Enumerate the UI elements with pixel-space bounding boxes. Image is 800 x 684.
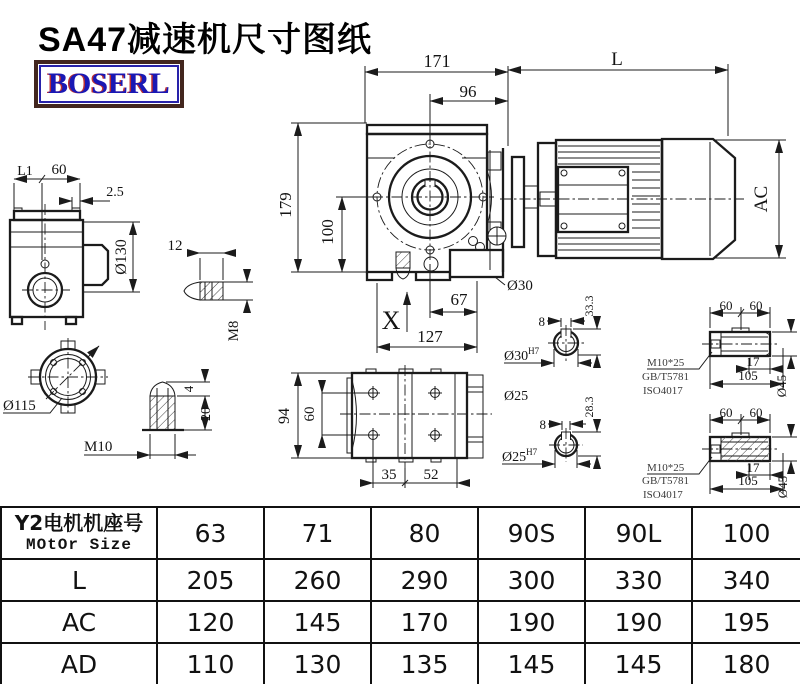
dim-96: 96 xyxy=(459,82,477,101)
dim-M8: M8 xyxy=(226,320,242,342)
row-label: L xyxy=(1,559,157,601)
dim-179: 179 xyxy=(276,192,295,218)
dim-17-s2: 17 xyxy=(746,460,760,475)
dim-60b-s1: 60 xyxy=(749,298,763,313)
column-header: 63 xyxy=(157,507,264,559)
table-row xyxy=(1,559,800,601)
table-cell: 145 xyxy=(585,643,692,684)
table-cell: 145 xyxy=(478,643,585,684)
dim-L1: L1 xyxy=(17,164,33,179)
table-row xyxy=(1,643,800,684)
dim-20: 20 xyxy=(199,407,214,421)
dim-60b-s2: 60 xyxy=(749,405,763,420)
column-header: 90S xyxy=(478,507,585,559)
dim-60-side: 60 xyxy=(51,162,67,178)
label-thread-s2: M10*25 xyxy=(647,462,685,474)
label-dia25: Ø25 xyxy=(504,389,529,404)
dim-8-bore25: 8 xyxy=(539,417,546,432)
table-cell: 290 xyxy=(371,559,478,601)
table-cell: 205 xyxy=(157,559,264,601)
dim-X: X xyxy=(381,306,401,335)
dim-67: 67 xyxy=(450,290,468,309)
dim-35: 35 xyxy=(381,467,397,483)
table-cell: 170 xyxy=(371,601,478,643)
header-motor-size xyxy=(1,507,157,559)
table-cell: 190 xyxy=(585,601,692,643)
dim-8-bore30: 8 xyxy=(538,314,545,329)
dim-4: 4 xyxy=(181,385,196,393)
dim-dia45-s2: Ø45 xyxy=(775,475,790,499)
label-bore25-fit: $Ø25^{H7}$ xyxy=(502,447,538,465)
label-std2-s2: ISO4017 xyxy=(643,489,683,501)
table-cell: 340 xyxy=(692,559,800,601)
dim-2-5: 2.5 xyxy=(106,185,124,200)
side-view xyxy=(10,162,140,330)
dim-171: 171 xyxy=(423,51,451,71)
label-bore30-fit: $Ø30^{H7}$ xyxy=(504,346,540,364)
dim-60a-s2: 60 xyxy=(719,405,733,420)
column-header: 100 xyxy=(692,507,800,559)
table-cell: 145 xyxy=(264,601,371,643)
dim-33-3: 33.3 xyxy=(582,295,596,317)
table-cell: 120 xyxy=(157,601,264,643)
dim-dia115: Ø115 xyxy=(3,398,36,414)
label-std2-s1: ISO4017 xyxy=(643,385,683,397)
header-motor-size-en: MOtOr Size xyxy=(25,536,132,554)
dim-dia45-s1: Ø45 xyxy=(774,374,789,398)
shaft-detail-1 xyxy=(642,298,797,397)
table-cell: 260 xyxy=(264,559,371,601)
column-header: 80 xyxy=(371,507,478,559)
dim-dia130: Ø130 xyxy=(113,239,130,275)
brand-logo xyxy=(34,60,184,108)
brand-logo-text: BOSERL xyxy=(39,65,179,103)
column-header: 90L xyxy=(585,507,692,559)
table-cell: 330 xyxy=(585,559,692,601)
label-thread-s1: M10*25 xyxy=(647,357,685,369)
label-std1-s1: GB/T5781 xyxy=(642,371,690,383)
header-motor-size-cn: Y2电机机座号 xyxy=(14,511,144,535)
flange-view xyxy=(3,338,108,416)
table-cell: 110 xyxy=(157,643,264,684)
table-cell: 195 xyxy=(692,601,800,643)
m10-plug-detail xyxy=(84,373,214,459)
table-cell: 135 xyxy=(371,643,478,684)
dim-12: 12 xyxy=(167,238,183,254)
motor-size-table xyxy=(0,506,800,684)
table-cell: 180 xyxy=(692,643,800,684)
table-row xyxy=(1,601,800,643)
table-cell: 300 xyxy=(478,559,585,601)
dim-105-s2: 105 xyxy=(738,473,758,488)
bore25-section xyxy=(502,389,601,468)
dim-M10: M10 xyxy=(84,439,113,455)
dim-28-3: 28.3 xyxy=(582,396,596,418)
row-label: AC xyxy=(1,601,157,643)
label-std1-s2: GB/T5781 xyxy=(642,475,690,487)
shaft-detail-2 xyxy=(642,405,797,501)
dim-60a-s1: 60 xyxy=(719,298,733,313)
dim-L: L xyxy=(611,49,623,70)
dim-AC: AC xyxy=(751,185,772,213)
bore30-section xyxy=(504,296,601,368)
table-cell: 190 xyxy=(478,601,585,643)
row-label: AD xyxy=(1,643,157,684)
table-cell: 130 xyxy=(264,643,371,684)
dim-105-s1: 105 xyxy=(738,368,758,383)
table-header-row xyxy=(1,507,800,559)
label-dia30: Ø30 xyxy=(507,278,533,294)
m8-plug-detail xyxy=(168,238,254,341)
dim-100: 100 xyxy=(318,219,337,245)
bottom-view xyxy=(276,365,492,488)
dim-60-bottom: 60 xyxy=(302,406,318,422)
dim-127: 127 xyxy=(417,327,443,346)
dim-17-s1: 17 xyxy=(746,354,760,369)
page-title: SA47减速机尺寸图纸 xyxy=(38,21,373,59)
column-header: 71 xyxy=(264,507,371,559)
dim-94: 94 xyxy=(276,408,293,424)
dim-52: 52 xyxy=(423,467,439,483)
